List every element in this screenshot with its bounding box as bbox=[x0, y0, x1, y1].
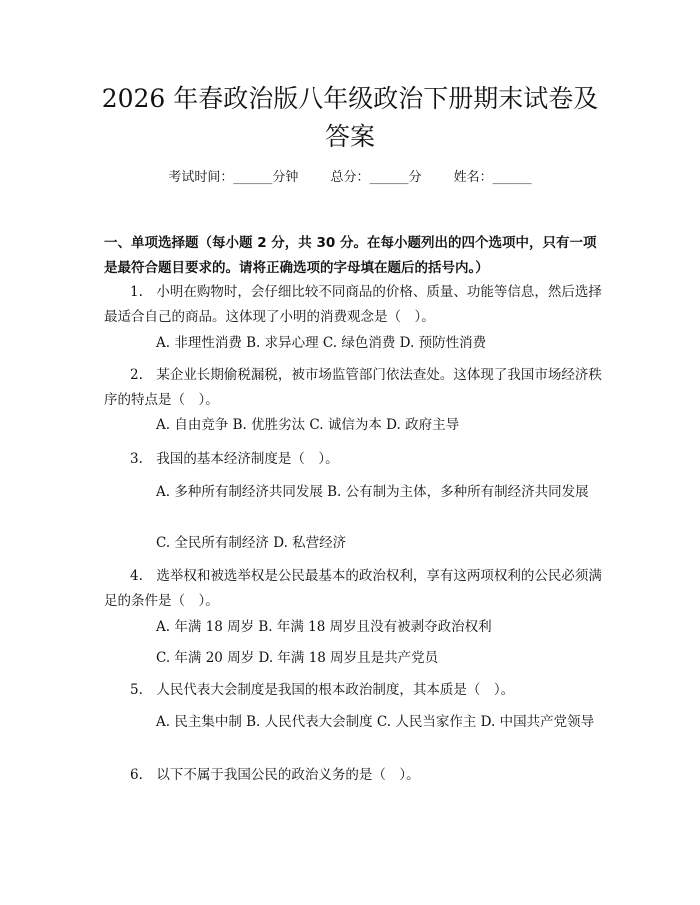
question-2 bbox=[104, 363, 604, 413]
question-3-options bbox=[104, 480, 604, 505]
question-6 bbox=[104, 763, 604, 788]
page-title bbox=[60, 80, 640, 156]
question-2-options bbox=[104, 413, 604, 438]
option-line: C. 年满 20 周岁 D. 年满 18 周岁且是共产党员 bbox=[156, 650, 439, 666]
exam-meta bbox=[0, 168, 700, 188]
option-line: A. 年满 18 周岁 B. 年满 18 周岁且没有被剥夺政治权利 bbox=[156, 619, 492, 635]
exam-time: 考试时间：______分钟 bbox=[168, 170, 299, 185]
exam-score: 总分：______分 bbox=[330, 170, 422, 185]
option-line: A. 多种所有制经济共同发展 B. 公有制为主体，多种所有制经济共同发展 bbox=[156, 484, 589, 500]
exam-name: 姓名：______ bbox=[453, 170, 532, 185]
question-stem: 6. 以下不属于我国公民的政治义务的是（ ）。 bbox=[130, 767, 420, 783]
question-5 bbox=[104, 678, 604, 703]
option-line: A. 非理性消费 B. 求异心理 C. 绿色消费 D. 预防性消费 bbox=[156, 335, 487, 351]
question-3-options-2 bbox=[104, 531, 604, 556]
question-stem: 2. 某企业长期偷税漏税，被市场监管部门依法查处。这体现了我国市场经济秩序的特点是（ ）。 bbox=[104, 367, 602, 408]
title-line-1: 2026 年春政治版八年级政治下册期末试卷及 bbox=[101, 84, 599, 113]
option-line: A. 自由竞争 B. 优胜劣汰 C. 诚信为本 D. 政府主导 bbox=[156, 417, 460, 433]
question-stem: 3. 我国的基本经济制度是（ ）。 bbox=[130, 451, 339, 467]
section-heading: 一、单项选择题（每小题 2 分，共 30 分。在每小题列出的四个选项中，只有一项是最符合题目要求的。请将正确选项的字母填在题后的括号内。） bbox=[104, 235, 597, 276]
question-stem: 4. 选举权和被选举权是公民最基本的政治权利，享有这两项权利的公民必须满足的条件是（ ）。 bbox=[104, 568, 602, 609]
question-3 bbox=[104, 447, 604, 472]
title-line-2: 答案 bbox=[324, 122, 375, 151]
question-4-options-2 bbox=[104, 646, 604, 671]
question-4-options bbox=[104, 615, 604, 640]
option-line: A. 民主集中制 B. 人民代表大会制度 C. 人民当家作主 D. 中国共产党领导 bbox=[156, 714, 595, 730]
question-4 bbox=[104, 564, 604, 614]
question-1 bbox=[104, 280, 604, 330]
option-line: C. 全民所有制经济 D. 私营经济 bbox=[156, 535, 347, 551]
question-5-options bbox=[104, 710, 604, 735]
question-1-options bbox=[104, 331, 604, 356]
question-stem: 1. 小明在购物时，会仔细比较不同商品的价格、质量、功能等信息，然后选择最适合自己的商品。这体现了小明的消费观念是（ ）。 bbox=[104, 284, 602, 325]
question-stem: 5. 人民代表大会制度是我国的根本政治制度，其本质是（ ）。 bbox=[130, 682, 515, 698]
